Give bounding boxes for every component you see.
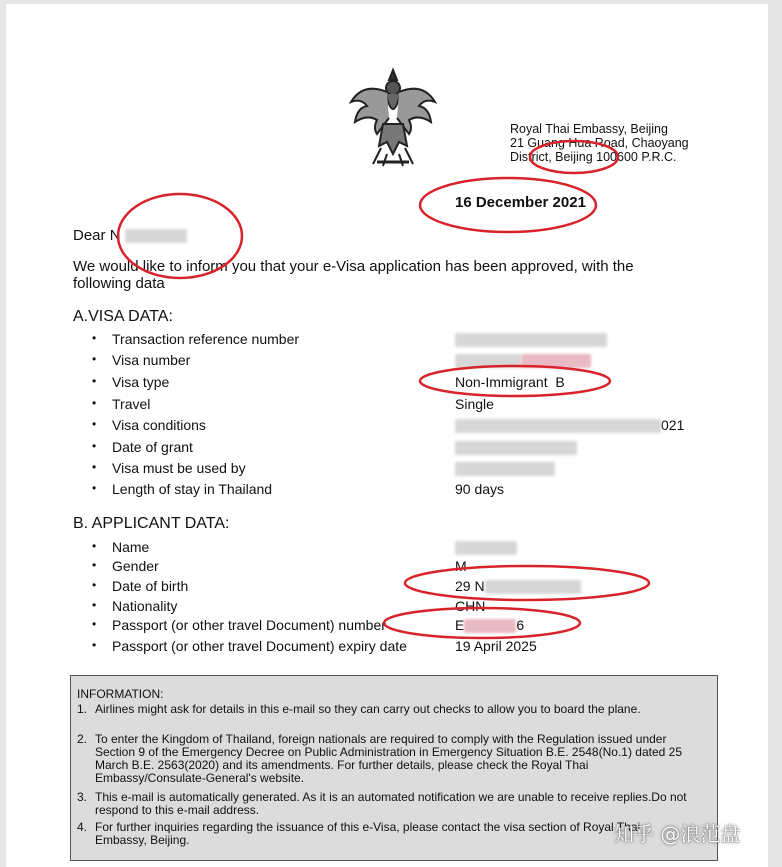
passport-tail: 6 [516, 617, 525, 633]
passport-number-value [455, 617, 524, 633]
passport-prefix: E [455, 617, 465, 633]
redacted-value [455, 460, 555, 476]
visa-data-title: A.VISA DATA: [73, 308, 173, 325]
address-line: District, Beijing 100600 P.R.C. [510, 150, 677, 164]
passport-expiry-value: 19 April 2025 [455, 638, 537, 654]
applicant-row [92, 539, 712, 557]
redacted-value [455, 331, 607, 347]
bullet-icon: • [92, 558, 97, 572]
redacted-value [455, 439, 577, 455]
item-number: 2. [77, 732, 88, 746]
visa-row-label: Visa type [112, 374, 170, 390]
visa-row-label: Visa must be used by [112, 460, 246, 476]
bullet-icon: • [92, 439, 97, 453]
address-line: Royal Thai Embassy, Beijing [510, 122, 668, 136]
bullet-icon: • [92, 617, 97, 631]
item-text: This e-mail is automatically generated. As it is an automated notification we are unable to receive replies.Do not respond to this e-mail address. [95, 790, 687, 817]
bullet-icon: • [92, 396, 97, 410]
applicant-row-label: Gender [112, 558, 159, 574]
dob-prefix: 29 N [455, 578, 485, 594]
visa-row-label: Date of grant [112, 439, 193, 455]
visa-row-label: Travel [112, 396, 151, 412]
visa-row [92, 460, 712, 478]
salutation-name-initial: N [109, 227, 121, 244]
gender-value: M [455, 558, 467, 574]
visa-row [92, 396, 712, 414]
information-title: INFORMATION: [77, 687, 164, 701]
applicant-row [92, 617, 712, 635]
visa-row [92, 331, 712, 349]
redacted-value [455, 417, 684, 433]
applicant-data-title: B. APPLICANT DATA: [73, 515, 230, 532]
applicant-row [92, 558, 712, 576]
embassy-address [510, 122, 689, 164]
item-number: 4. [77, 820, 88, 834]
item-text: For further inquiries regarding the issuance of this e-Visa, please contact the visa section of Royal Thai Embassy, Beijing. [95, 820, 641, 847]
conditions-tail: 021 [661, 417, 685, 433]
redacted-value [455, 539, 517, 555]
applicant-row-label: Passport (or other travel Document) expiry date [112, 638, 407, 654]
nationality-value: CHN [455, 598, 486, 614]
dob-value [455, 578, 581, 594]
bullet-icon: • [92, 578, 97, 592]
item-text: To enter the Kingdom of Thailand, foreign nationals are required to comply with the Regulation issued under Section 9 of the Emergency Decree on Public Administration in Emergency Situation B.E. 2548(No.1) dated 25 March B.E. 2563(2020) and its amendments. For further details, please check the Royal Thai Embassy/Consulate-General's website. [95, 732, 682, 785]
visa-row [92, 417, 712, 435]
visa-row-label: Visa number [112, 352, 191, 368]
redacted-value [455, 352, 591, 368]
visa-row [92, 352, 712, 370]
bullet-icon: • [92, 352, 97, 366]
applicant-row [92, 598, 712, 616]
salutation [73, 227, 187, 244]
visa-type-value: Non-Immigrant B [455, 374, 565, 390]
watermark: 知乎 @浪范盘 [614, 822, 741, 846]
visa-row [92, 374, 712, 392]
visa-row-label: Length of stay in Thailand [112, 481, 273, 497]
applicant-row-label: Nationality [112, 598, 178, 614]
item-number: 3. [77, 790, 88, 804]
letter-date: 16 December 2021 [455, 194, 586, 211]
item-text: Airlines might ask for details in this e-mail so they can carry out checks to allow you to board the plane. [95, 702, 641, 716]
bullet-icon: • [92, 460, 97, 474]
travel-value: Single [455, 396, 494, 412]
bullet-icon: • [92, 331, 97, 345]
address-line: 21 Guang Hua Road, Chaoyang [510, 136, 689, 150]
salutation-text: Dear [73, 227, 106, 244]
intro-paragraph: We would like to inform you that your e-Visa application has been approved, with the following data [73, 258, 634, 292]
bullet-icon: • [92, 539, 97, 553]
applicant-row [92, 578, 712, 596]
visa-row [92, 481, 712, 499]
visa-letter-page [6, 4, 768, 867]
applicant-row-label: Name [112, 539, 150, 555]
bullet-icon: • [92, 417, 97, 431]
visa-row-label: Transaction reference number [112, 331, 300, 347]
item-number: 1. [77, 702, 88, 716]
visa-row-label: Visa conditions [112, 417, 206, 433]
length-of-stay-value: 90 days [455, 481, 505, 497]
bullet-icon: • [92, 374, 97, 388]
applicant-row-label: Date of birth [112, 578, 189, 594]
applicant-row [92, 638, 712, 656]
bullet-icon: • [92, 598, 97, 612]
applicant-row-label: Passport (or other travel Document) number [112, 617, 386, 633]
bullet-icon: • [92, 638, 97, 652]
redacted-name [125, 229, 187, 243]
bullet-icon: • [92, 481, 97, 495]
visa-row [92, 439, 712, 457]
garuda-emblem-icon [343, 62, 443, 172]
